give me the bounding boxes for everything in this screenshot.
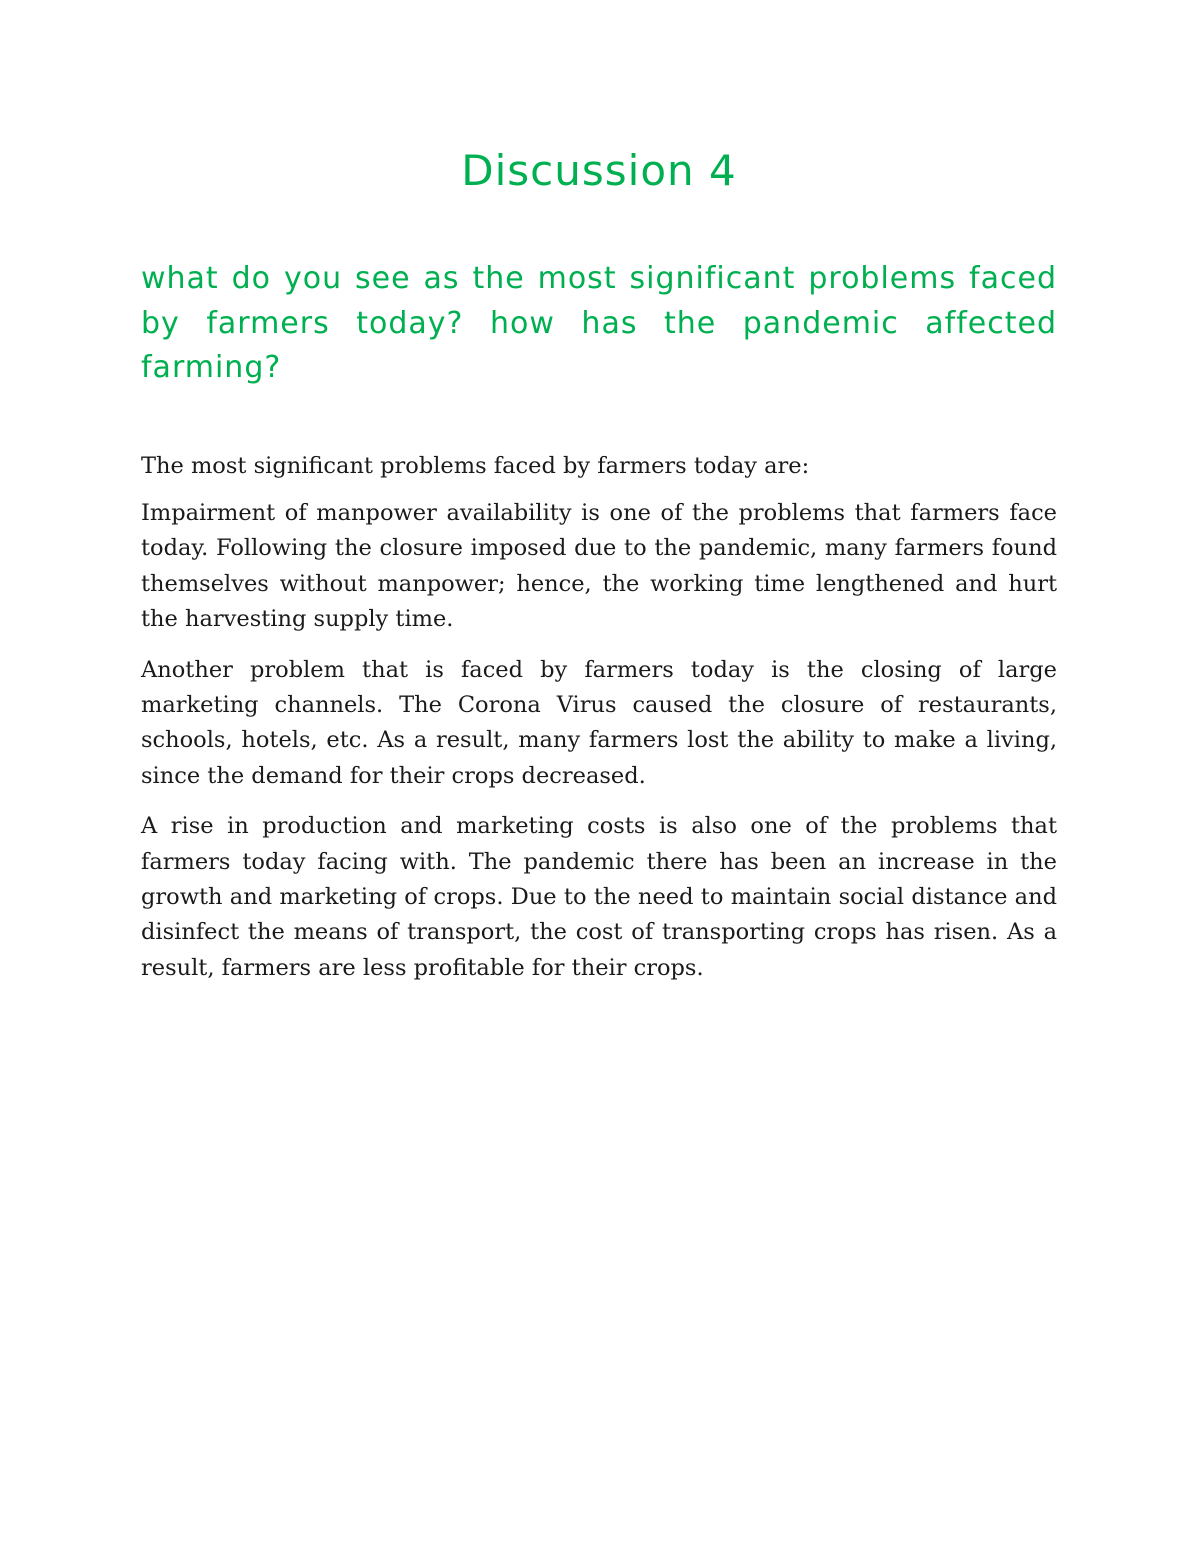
answer-paragraph-3: A rise in production and marketing costs is also one of the problems that farmers today facing with. The pandemic there has been an increase in the growth and marketing of crops. Due to the need to maintain social distance and disinfect the means of transport, the cost of transporting crops has risen. As a result, farmers are less profitable for their crops. xyxy=(141,813,1057,981)
page-content xyxy=(141,140,1057,1001)
answer-paragraph-2: Another problem that is faced by farmers today is the closing of large marketing channels. The Corona Virus caused the closure of restaurants, schools, hotels, etc. As a result, many farmers lost the ability to make a living, since the demand for their crops decreased. xyxy=(141,656,1057,789)
answer-section xyxy=(141,449,1057,987)
discussion-question: what do you see as the most significant problems faced by farmers today? how has the pandemic affected farming? xyxy=(141,261,1057,385)
answer-paragraph-1: Impairment of manpower availability is one of the problems that farmers face today. Following the closure imposed due to the pandemic, many farmers found themselves without manpower; hence, the working time lengthened and hurt the harvesting supply time. xyxy=(141,499,1057,633)
answer-intro: The most significant problems faced by farmers today are: xyxy=(141,452,810,479)
document-title: Discussion 4 xyxy=(461,146,737,195)
